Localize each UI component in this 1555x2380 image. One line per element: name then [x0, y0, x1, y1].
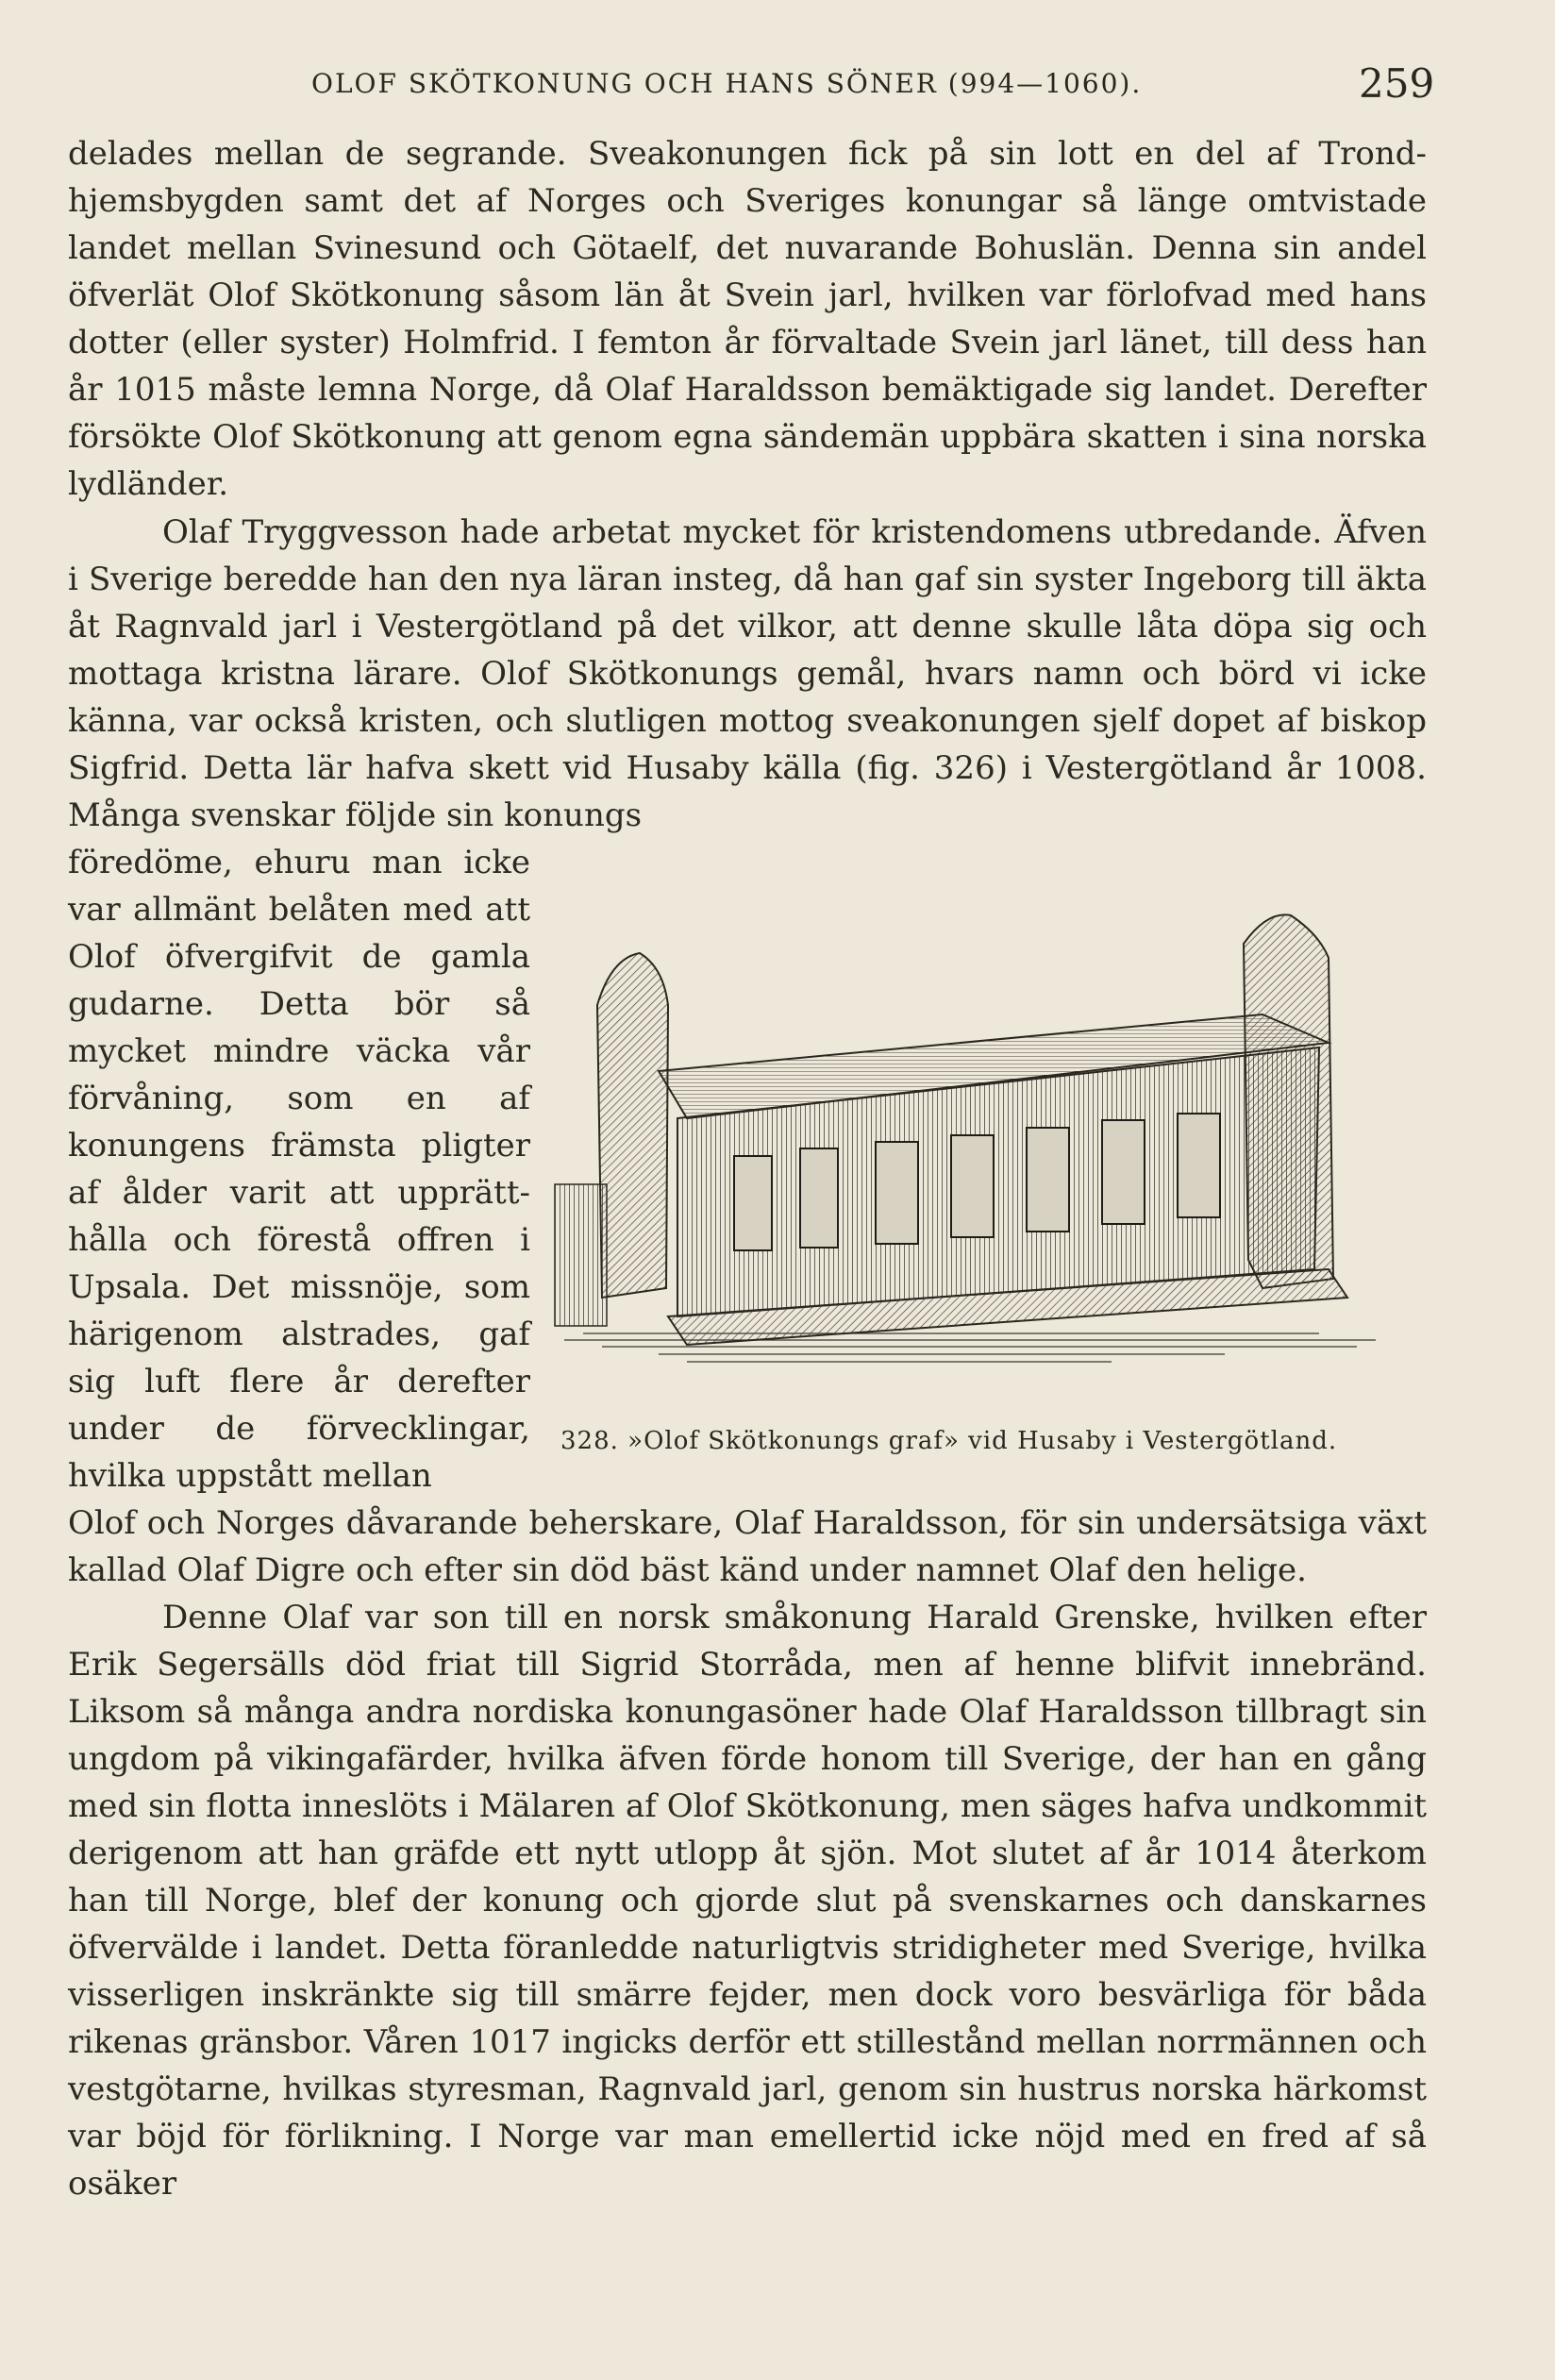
paragraph-1	[68, 130, 1427, 508]
paragraph-2-narrow-text: föredöme, ehuru man icke var allmänt belåten med att Olof öfvergifvit de gamla gudarne. Detta bör så mycket mindre väcka vår förvåning, som en af konungens främsta pligter af ålder varit att upprätthålla och förestå offren i Upsala. Det missnöje, som härigenom alstrades, gaf sig luft flere år derefter under de förvecklingar, hvilka uppstått mellan	[68, 844, 530, 1495]
figure-328-tomb-engraving	[545, 901, 1395, 1397]
paragraph-1-text: delades mellan de segrande. Sveakonungen fick på sin lott en del af Trondhjemsbygden samt det af Norges och Sveriges konungar så länge omtvistade landet mellan Svinesund och Götaelf, det nuvarande Bohuslän. Denna sin andel öfverlät Olof Skötkonung såsom län åt Svein jarl, hvilken var förlofvad med hans dotter (eller syster) Holmfrid. I femton år förvaltade Svein jarl länet, till dess han år 1015 måste lemna Norge, då Olaf Haraldsson bemäktigade sig landet. Derefter försökte Olof Skötkonung att genom egna sändemän uppbära skatten i sina norska lydländer.	[68, 135, 1427, 503]
tomb-illustration	[545, 901, 1395, 1397]
paragraph-3-text: Denne Olaf var son till en norsk småkonung Harald Grenske, hvilken efter Erik Segersälls död friat till Sigrid Storråda, men af henne blifvit innebränd. Liksom så många andra nordiska konungasöner hade Olaf Haraldsson tillbragt sin ungdom på vikingafärder, hvilka äfven förde honom till Sverige, der han en gång med sin flotta inneslöts i Mälaren af Olof Skötkonung, men säges hafva undkommit derigenom att han gräfde ett nytt utlopp åt sjön. Mot slutet af år 1014 återkom han till Norge, blef der konung och gjorde slut på svenskarnes och danskarnes öfvervälde i landet. Detta föranledde naturligtvis stridigheter med Sverige, hvilka visserligen inskränkte sig till smärre fejder, men dock voro besvärliga för båda rikenas gränsbor. Våren 1017 ingicks derför ett stillestånd mellan norrmännen och vestgötarne, hvilkas styresman, Ragnvald jarl, genom sin hustrus norska härkomst var böjd för förlikning. I Norge var man emellertid icke nöjd med en fred af så osäker	[68, 1599, 1427, 2203]
left-side-block	[555, 1184, 607, 1326]
page-number: 259	[1359, 60, 1435, 107]
running-title: OLOF SKÖTKONUNG OCH HANS SÖNER (994—1060).	[311, 68, 1143, 99]
paragraph-2-end	[68, 1500, 1427, 1594]
figure-caption: 328. »Olof Skötkonungs graf» vid Husaby i Vestergötland.	[560, 1427, 1338, 1455]
paragraph-3	[68, 1594, 1427, 2207]
paragraph-2-text: Olaf Tryggvesson hade arbetat mycket för kristendomens utbredande. Äfven i Sverige beredde han den nya läran insteg, då han gaf sin syster Ingeborg till äkta åt Ragnvald jarl i Vestergötland på det vilkor, att denne skulle låta döpa sig och mottaga kristna lärare. Olof Skötkonungs gemål, hvars namn och börd vi icke känna, var också kristen, och slutligen mottog sveakonungen sjelf dopet af biskop Sigfrid. Detta lär hafva skett vid Husaby källa (fig. 326) i Vestergötland år 1008. Många svenskar följde sin konungs	[68, 513, 1427, 834]
page-header	[0, 57, 1555, 113]
left-gable-stone	[597, 953, 668, 1298]
paragraph-2-beside-figure	[68, 839, 530, 1500]
paragraph-2-top	[68, 509, 1427, 839]
paragraph-2-end-text: Olof och Norges dåvarande beherskare, Olaf Haraldsson, för sin undersätsiga växt kallad Olaf Digre och efter sin död bäst känd under namnet Olaf den helige.	[68, 1504, 1427, 1589]
